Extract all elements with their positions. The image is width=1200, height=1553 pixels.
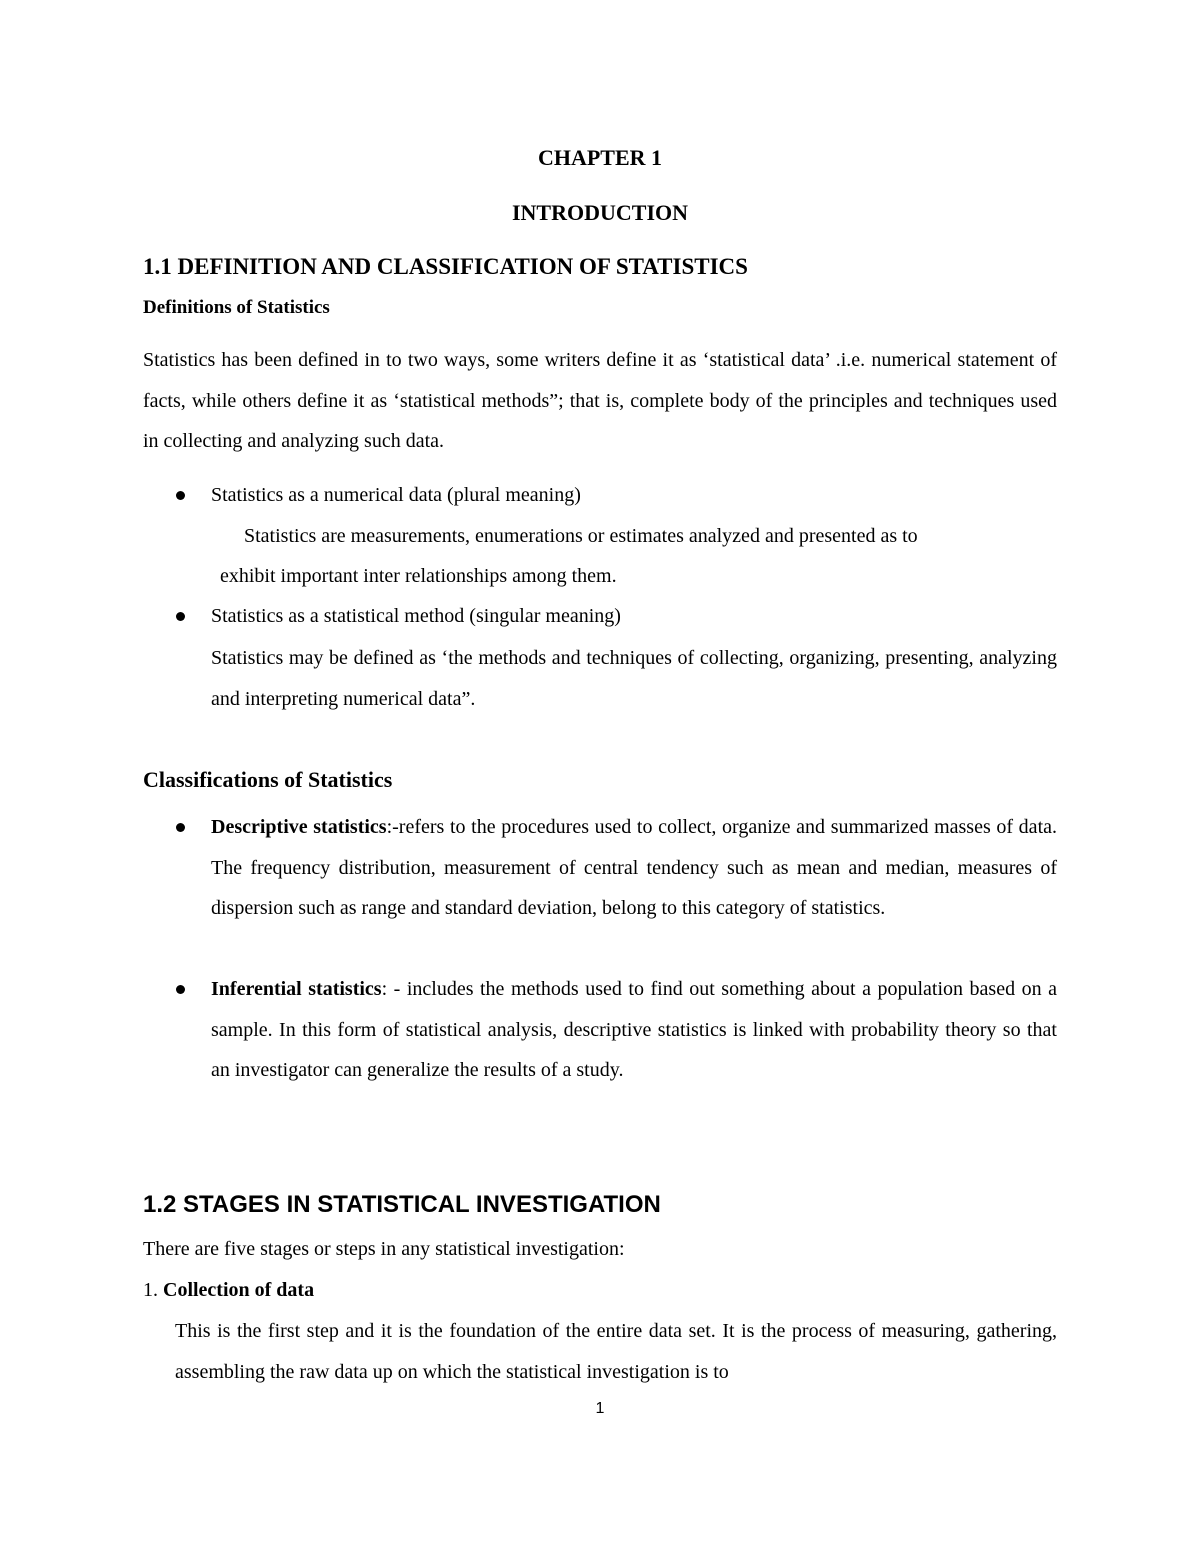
step-title: Collection of data <box>163 1279 315 1301</box>
classification-descriptive <box>211 807 1057 929</box>
bullet-icon <box>176 823 185 832</box>
bullet-icon <box>176 985 185 994</box>
classification-term: Inferential statistics <box>211 978 382 1000</box>
classification-inferential <box>211 969 1057 1091</box>
step-number: 1. <box>143 1279 158 1301</box>
bullet-singular-title: Statistics as a statistical method (singular meaning) <box>211 605 621 627</box>
step-1-heading <box>143 1276 314 1304</box>
section-1-1-heading: 1.1 DEFINITION AND CLASSIFICATION OF STATISTICS <box>143 254 748 279</box>
bullet-icon <box>176 491 185 500</box>
classification-term: Descriptive statistics <box>211 816 387 838</box>
stages-intro: There are five stages or steps in any statistical investigation: <box>143 1238 625 1260</box>
definitions-heading: Definitions of Statistics <box>143 297 330 318</box>
step-1-text: This is the first step and it is the foundation of the entire data set. It is the process of measuring, gathering, assembling the raw data up on which the statistical investigation is to <box>175 1320 1057 1383</box>
bullet-plural-title: Statistics as a numerical data (plural meaning) <box>211 484 581 506</box>
classification-text: : - includes the methods used to find out something about a population based on a sample. In this form of statistical analysis, descriptive statistics is linked with probability theory so that an investigator can generalize the results of a study. <box>211 978 1057 1082</box>
bullet-plural-text-line2: exhibit important inter relationships among them. <box>220 565 617 587</box>
classifications-heading: Classifications of Statistics <box>143 767 393 792</box>
page-number: 1 <box>595 1400 605 1417</box>
chapter-title: INTRODUCTION <box>511 200 689 225</box>
chapter-label: CHAPTER 1 <box>537 145 663 170</box>
section-1-2-heading: 1.2 STAGES IN STATISTICAL INVESTIGATION <box>143 1191 661 1218</box>
bullet-singular-text: Statistics may be defined as ‘the methods and techniques of collecting, organizing, presenting, analyzing and interpreting numerical data”. <box>211 647 1057 710</box>
classification-text: :-refers to the procedures used to collect, organize and summarized masses of data. The frequency distribution, measurement of central tendency such as mean and median, measures of dispersion such as range and standard deviation, belong to this category of statistics. <box>211 816 1057 920</box>
bullet-plural-text-line1: Statistics are measurements, enumerations or estimates analyzed and presented as to <box>244 525 918 547</box>
bullet-icon <box>176 612 185 621</box>
definitions-paragraph: Statistics has been defined in to two ways, some writers define it as ‘statistical data’ .i.e. numerical statement of facts, while others define it as ‘statistical methods”; that is, complete body of the principles and techniques used in collecting and analyzing such data. <box>143 349 1057 453</box>
